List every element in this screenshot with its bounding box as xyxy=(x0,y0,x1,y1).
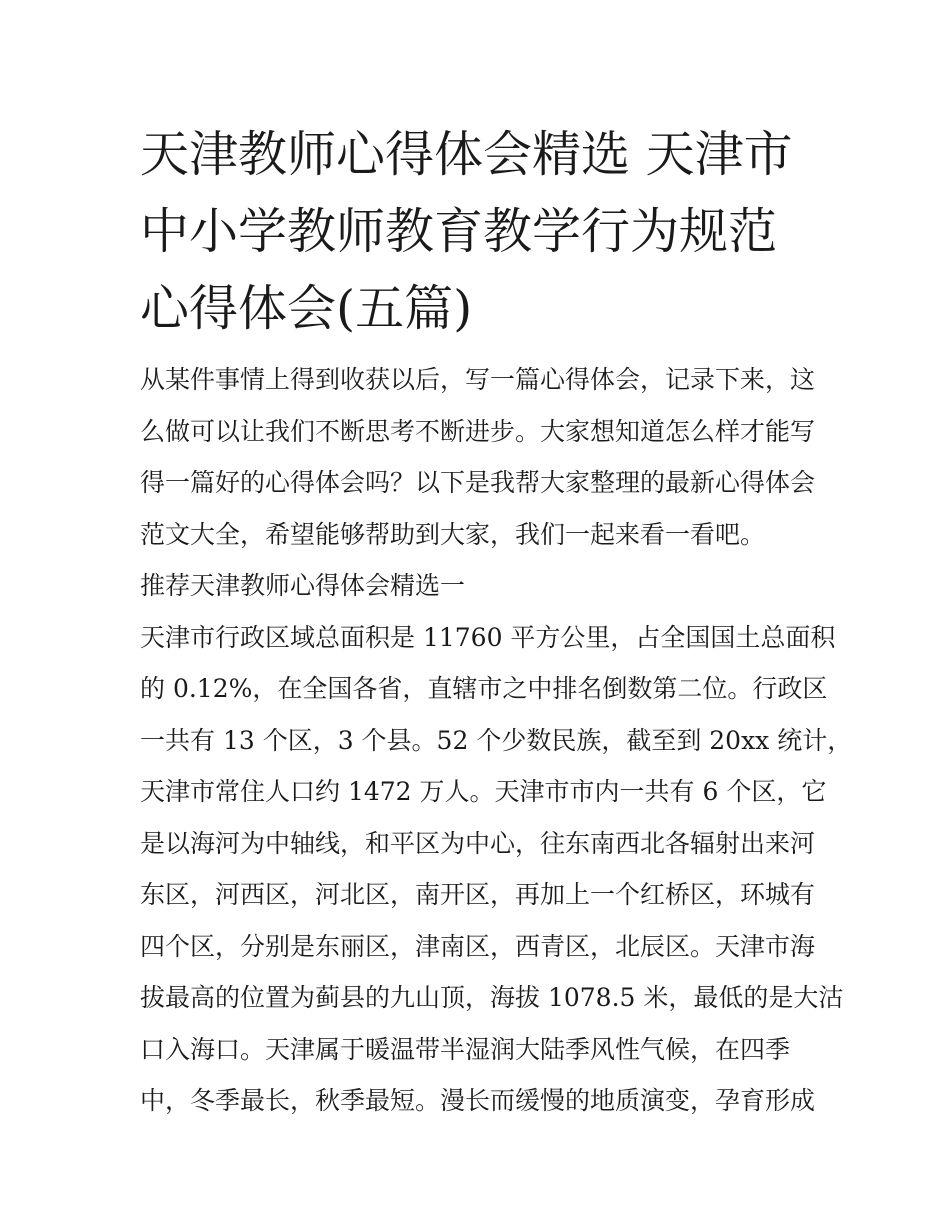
title-line: 心得体会(五篇) xyxy=(140,280,473,337)
body-line: 中，冬季最长，秋季最短。漫长而缓慢的地质演变，孕育形成 xyxy=(140,1086,816,1115)
body-line: 天津市常住人口约 1472 万人。天津市市内一共有 6 个区，它 xyxy=(140,777,827,806)
intro-line: 么做可以让我们不断思考不断进步。大家想知道怎么样才能写 xyxy=(140,416,816,446)
body-line: 是以海河为中轴线，和平区为中心，往东南西北各辐射出来河 xyxy=(140,828,816,858)
title-line: 天津教师心得体会精选 天津市 xyxy=(140,126,793,183)
intro-line: 得一篇好的心得体会吗？以下是我帮大家整理的最新心得体会 xyxy=(140,468,816,497)
intro-line: 从某件事情上得到收获以后，写一篇心得体会，记录下来，这 xyxy=(140,365,816,394)
body-line: 天津市行政区域总面积是 11760 平方公里，占全国国土总面积 xyxy=(140,622,836,652)
document-title xyxy=(140,116,820,347)
body-line: 拔最高的位置为蓟县的九山顶，海拔 1078.5 米，最低的是大沽 xyxy=(140,983,844,1012)
intro-line: 范文大全，希望能够帮助到大家，我们一起来看一看吧。 xyxy=(140,519,766,549)
body-line: 的 0.12%，在全国各省，直辖市之中排名倒数第二位。行政区 xyxy=(140,674,828,703)
body-line: 东区，河西区，河北区，南开区，再加上一个红桥区，环城有 xyxy=(140,880,816,909)
title-line: 中小学教师教育教学行为规范 xyxy=(140,203,778,260)
section-heading: 推荐天津教师心得体会精选一 xyxy=(140,571,466,600)
body-line: 口入海口。天津属于暖温带半湿润大陆季风性气候，在四季 xyxy=(140,1034,791,1064)
body-line: 四个区，分别是东丽区，津南区，西青区，北辰区。天津市海 xyxy=(140,931,816,961)
document-body xyxy=(140,354,853,1127)
body-line: 一共有 13 个区，3 个县。52 个少数民族，截至到 20xx 统计， xyxy=(140,725,853,755)
